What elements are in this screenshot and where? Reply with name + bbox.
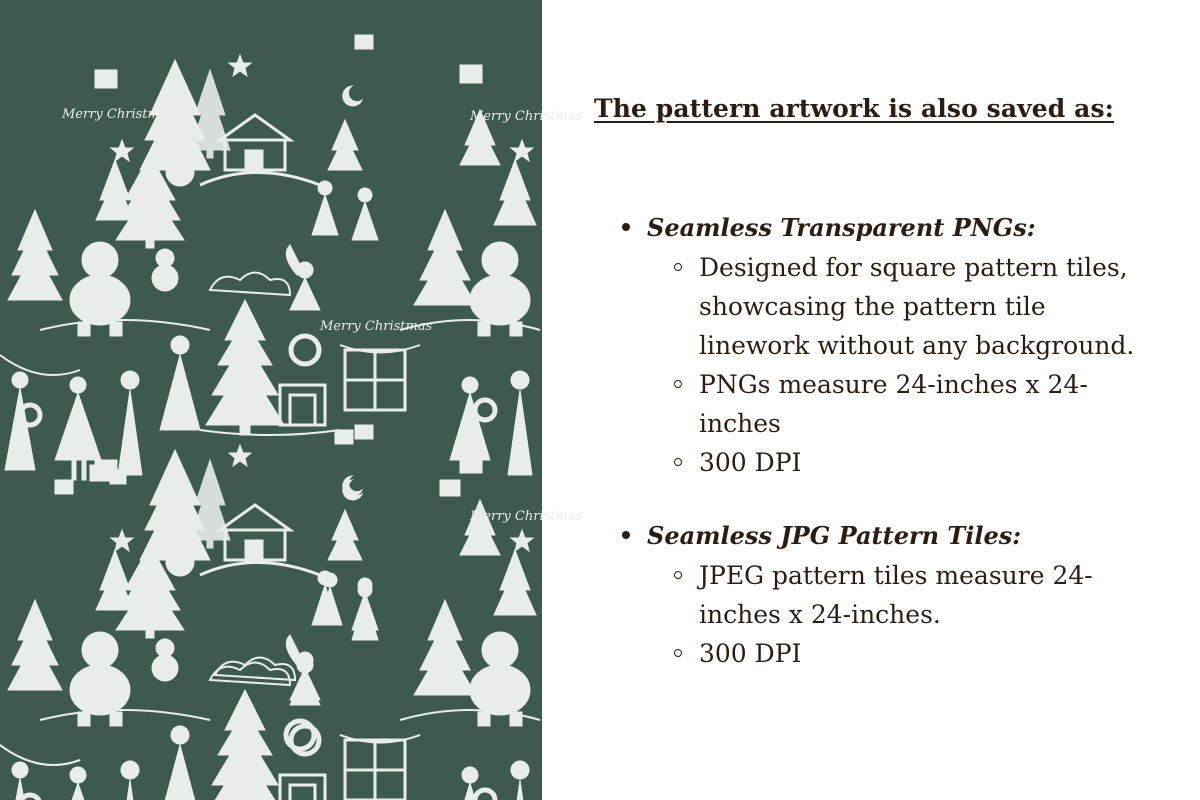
bullet-icon [622,531,630,539]
sublist [647,248,1162,482]
bullet-icon [622,223,630,231]
christmas-pattern-image [0,0,583,800]
sub-list-item [674,443,1162,482]
pattern-illustration [0,0,583,800]
sub-list-item-text: 300 DPI [699,639,802,668]
section-title: Seamless Transparent PNGs: [647,213,1036,242]
sub-list-item-text: 300 DPI [699,448,802,477]
sub-list-item-text: PNGs measure 24-inches x 24-inches [699,370,1088,438]
merry-christmas-text: Merry Christmas [470,509,583,524]
merry-christmas-text: Merry Christmas [62,107,175,122]
circle-bullet-icon [674,458,682,466]
sub-list-item [674,365,1162,443]
list-item-transparent-pngs [622,208,1162,482]
snowman-icon [152,249,178,291]
circle-bullet-icon [674,263,682,271]
content-panel [542,0,1200,800]
sub-list-item-text: Designed for square pattern tiles, showcasing the pattern tile linework without any background. [699,253,1135,360]
circle-bullet-icon [674,380,682,388]
sub-list-item [674,634,1162,673]
sub-list-item [674,556,1162,634]
list-item-jpg-tiles [622,516,1162,673]
sub-list-item [674,248,1162,365]
file-format-list [622,208,1162,673]
merry-christmas-text: Merry Christmas [470,109,583,124]
sublist [647,556,1162,673]
page-heading: The pattern artwork is also saved as: [594,94,1114,123]
sub-list-item-text: JPEG pattern tiles measure 24-inches x 24-inches. [699,561,1093,629]
merry-christmas-text: Merry Christmas [320,319,433,334]
circle-bullet-icon [674,649,682,657]
section-title: Seamless JPG Pattern Tiles: [647,521,1022,550]
circle-bullet-icon [674,571,682,579]
